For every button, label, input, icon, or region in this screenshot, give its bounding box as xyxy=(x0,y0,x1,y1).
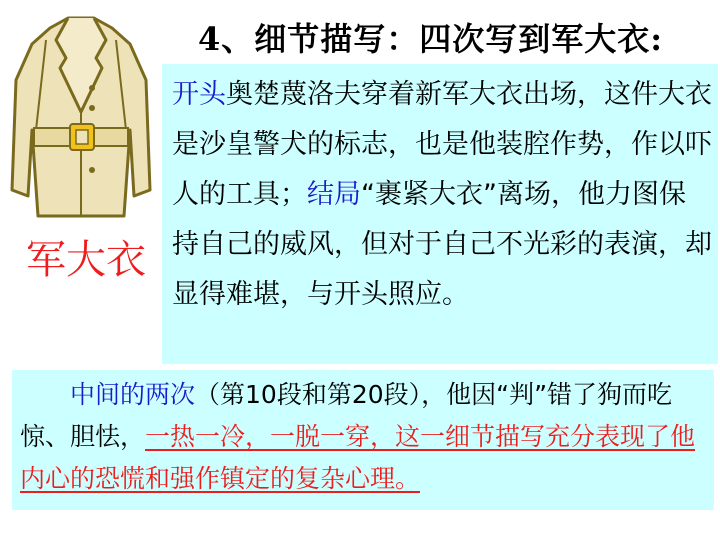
coat-label: 军大衣 xyxy=(26,237,146,283)
highlighted-conclusion: 一热一冷，一脱一穿，这一细节描写充分表现了他内心的恐慌和强作镇定的复杂心理。 xyxy=(20,422,696,493)
paragraph-text: “裹紧大衣”离场，他力图保持自己的威风，但对于自己不光彩的表演，却显得难堪，与开头照应。 xyxy=(172,179,712,310)
paragraph-text: 奥楚蔑洛夫穿着新军大衣出场，这件大衣是沙皇警犬的标志，也是他装腔作势，作以吓人的工具； xyxy=(172,79,712,210)
keyword-start: 开头 xyxy=(172,79,226,110)
keyword-end: 结局 xyxy=(307,179,361,210)
paragraph-box-start-end xyxy=(162,64,718,364)
keyword-middle: 中间的两次 xyxy=(70,380,196,409)
paragraph-box-middle xyxy=(12,370,714,510)
paragraph-text: （第10段和第20段），他因“判”错了狗而吃惊、胆怯， xyxy=(20,380,673,451)
coat-icon xyxy=(6,10,156,225)
slide-title: 4、细节描写：四次写到军大衣: xyxy=(198,20,664,58)
